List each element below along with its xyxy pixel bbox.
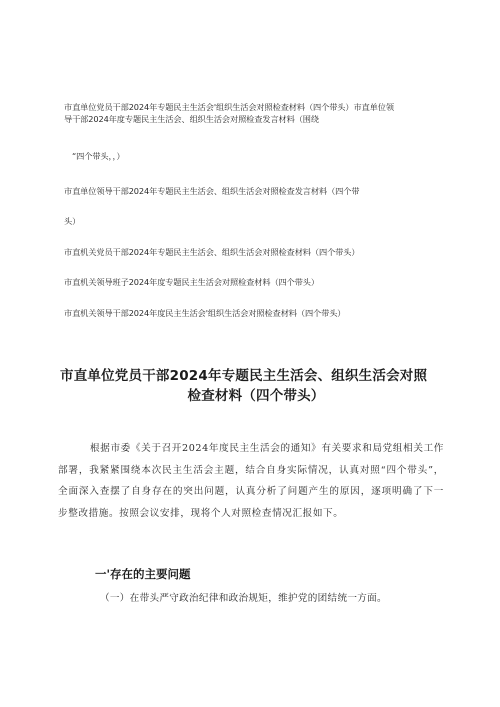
- toc-item-5[interactable]: [64, 307, 444, 319]
- document-title-line-2: 检查材料（四个带头）: [187, 388, 325, 404]
- toc-item-1-continued[interactable]: [72, 150, 452, 162]
- toc-item-4[interactable]: [64, 276, 444, 288]
- intro-paragraph: 根据市委《关于召开2024年度民主生活会的通知》有关要求和局党组相关工作部署，我紧紧围绕本次民主生活会主题，结合自身实际情况，认真对照“四个带头”，全面深入查摆了自身存在的突出问题，认真分析了问题产生的原因，逐项明确了下一步整改措施。按照会议安排，现将个人对照检查情况汇报如下。: [58, 443, 444, 519]
- toc-item-4-text: 市直机关领导班子2024年度专题民主生活会对照检查材料（四个带头）: [64, 277, 319, 287]
- toc-item-2-continued[interactable]: [64, 215, 444, 227]
- toc-item-2-line-2: 头）: [64, 216, 81, 226]
- toc-item-3[interactable]: [64, 246, 444, 258]
- toc-item-2-line-1: 市直单位领导干部2024年专题民主生活会、组织生活会对照检查发言材料（四个带: [64, 186, 360, 196]
- toc-item-1-line-1: 市直单位党员干部2024年专题民主生活会'组织生活会对照检查材料（四个带头）市直单位领: [64, 102, 394, 112]
- toc-item-2[interactable]: [64, 185, 444, 197]
- document-title-line-1: 市直单位党员干部2024年专题民主生活会、组织生活会对照: [60, 368, 428, 384]
- toc-item-1[interactable]: [64, 101, 444, 125]
- toc-item-1-line-2: 导干部2024年度专题民主生活会、组织生活会对照检查发言材料（围绕: [64, 114, 319, 124]
- section-heading: 一'存在的主要问题: [95, 567, 191, 581]
- toc-item-1-line-3: “四个带头，，）: [72, 151, 125, 161]
- subsection-heading: （一）在带头严守政治纪律和政治规矩，维护党的团结统一方面。: [100, 593, 387, 604]
- toc-item-3-text: 市直机关党员干部2024年专题民主生活会、组织生活会对照检查材料（四个带头）: [64, 247, 360, 257]
- toc-item-5-text: 市直机关领导干部2024年度民主生活会'组织生活会对照检查材料（四个带头）: [64, 308, 346, 318]
- document-title: [60, 366, 452, 406]
